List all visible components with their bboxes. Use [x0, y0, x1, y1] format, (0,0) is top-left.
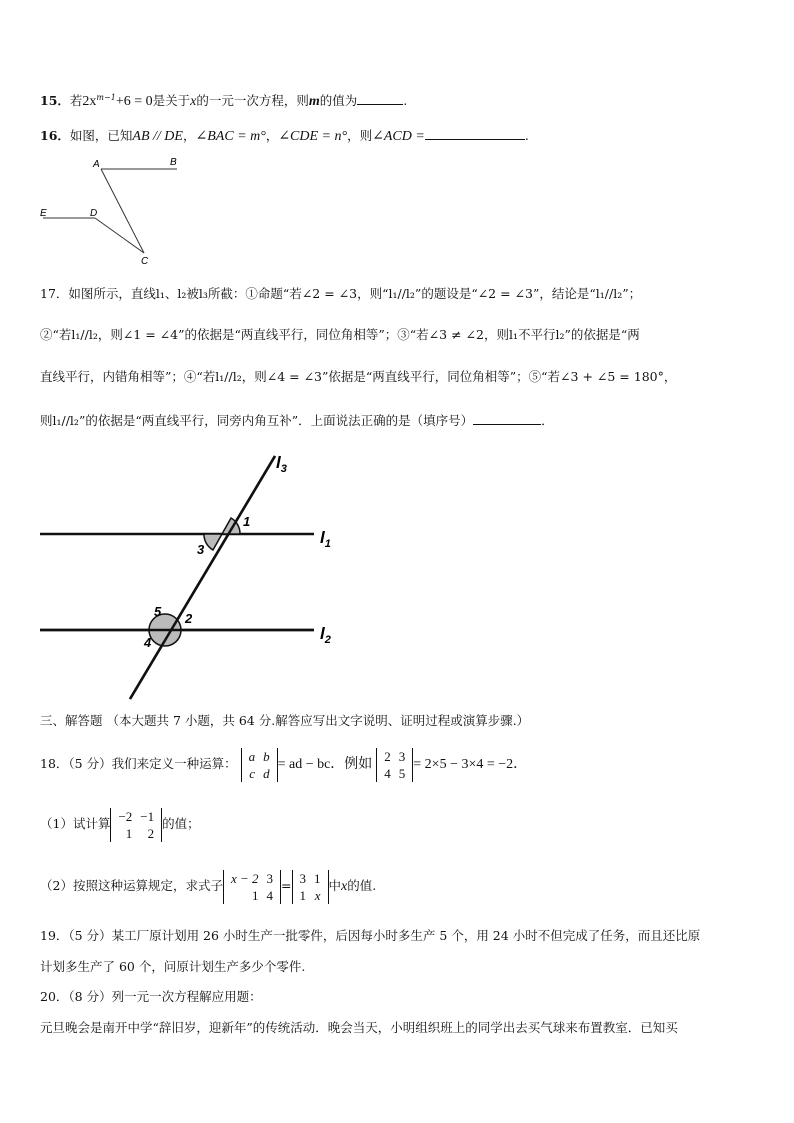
- label-angle-4: 4: [144, 635, 152, 650]
- determinant-definition: a b c d: [241, 748, 278, 782]
- label-angle-1: 1: [243, 514, 251, 529]
- label-l3: $l_3$: [276, 453, 287, 475]
- question-20-line-1: 20．（8 分）列一元一次方程解应用题：: [40, 989, 262, 1004]
- question-15: 15．若$2x^{m-1}+6 = 0$是关于x的一元一次方程，则m的值为 .: [40, 93, 408, 110]
- answer-blank[interactable]: [357, 91, 403, 105]
- question-number: 15．: [40, 93, 70, 109]
- label-l2: $l_2$: [320, 624, 331, 646]
- question-19-line-1: 19．（5 分）某工厂原计划用 26 小时生产一批零件，后因每小时多生产 5 个，用 24 小时不但完成了任务，而且还比原: [40, 928, 701, 943]
- question-17-line-3: 直线平行，内错角相等”；④“若l₁//l₂，则∠4 = ∠3”依据是“两直线平行，同位角相等”；⑤“若∠3 + ∠5 = 180°，: [40, 369, 677, 384]
- question-17-line-1: 17．如图所示，直线l₁、l₂被l₃所截：①命题“若∠2 = ∠3，则“l₁//l₂”的题设是“∠2 = ∠3”，结论是“l₁//l₂”；: [40, 286, 642, 301]
- label-C: C: [141, 256, 149, 267]
- label-angle-5: 5: [154, 604, 162, 619]
- answer-blank[interactable]: [473, 411, 541, 425]
- label-angle-2: 2: [185, 611, 193, 626]
- determinant-example: 2 3 4 5: [376, 748, 413, 782]
- label-l1: $l_1$: [320, 528, 331, 550]
- question-19-line-2: 计划多生产了 60 个，问原计划生产多少个零件.: [40, 959, 306, 974]
- label-E: E: [40, 208, 47, 219]
- question-20-line-2: 元旦晚会是南开中学“辞旧岁，迎新年”的传统活动．晚会当天，小明组织班上的同学出去买气球来布置教室．已知买: [40, 1020, 678, 1035]
- answer-blank[interactable]: [425, 126, 525, 140]
- label-B: B: [170, 157, 177, 168]
- label-A: A: [93, 159, 100, 170]
- label-angle-3: 3: [197, 542, 205, 557]
- question-18-part-1: （1）试计算 −2 −1 1 2 的值；: [40, 808, 200, 841]
- determinant-part-2-left: x − 2 3 1 4: [223, 870, 281, 904]
- determinant-part-1: −2 −1 1 2: [110, 808, 162, 842]
- question-16: 16．如图，已知AB // DE，∠BAC = m°，∠CDE = n°，则∠ACD = .: [40, 128, 529, 144]
- figure-q17: [30, 448, 360, 708]
- label-D: D: [90, 208, 98, 219]
- question-18-definition: 18．（5 分）我们来定义一种运算： a b c d = ad − bc．例如 2 3 4 5 = 2×5 − 3×4 = −2．: [40, 748, 528, 781]
- determinant-part-2-right: 3 1 1 x: [292, 870, 329, 904]
- section-heading: 三、解答题 （本大题共 7 小题，共 64 分.解答应写出文字说明、证明过程或演算步骤.）: [40, 713, 530, 728]
- question-18-part-2: （2）按照这种运算规定，求式子 x − 2 3 1 4 = 3 1 1 x 中x的值.: [40, 870, 377, 903]
- question-17-line-2: ②“若l₁//l₂，则∠1 = ∠4”的依据是“两直线平行，同位角相等”；③“若∠3 ≠ ∠2，则l₁不平行l₂”的依据是“两: [40, 327, 640, 342]
- question-17-line-4: 则l₁//l₂”的依据是“两直线平行，同旁内角互补”．上面说法正确的是（填序号） ．: [40, 413, 554, 428]
- figure-q16: [30, 150, 200, 270]
